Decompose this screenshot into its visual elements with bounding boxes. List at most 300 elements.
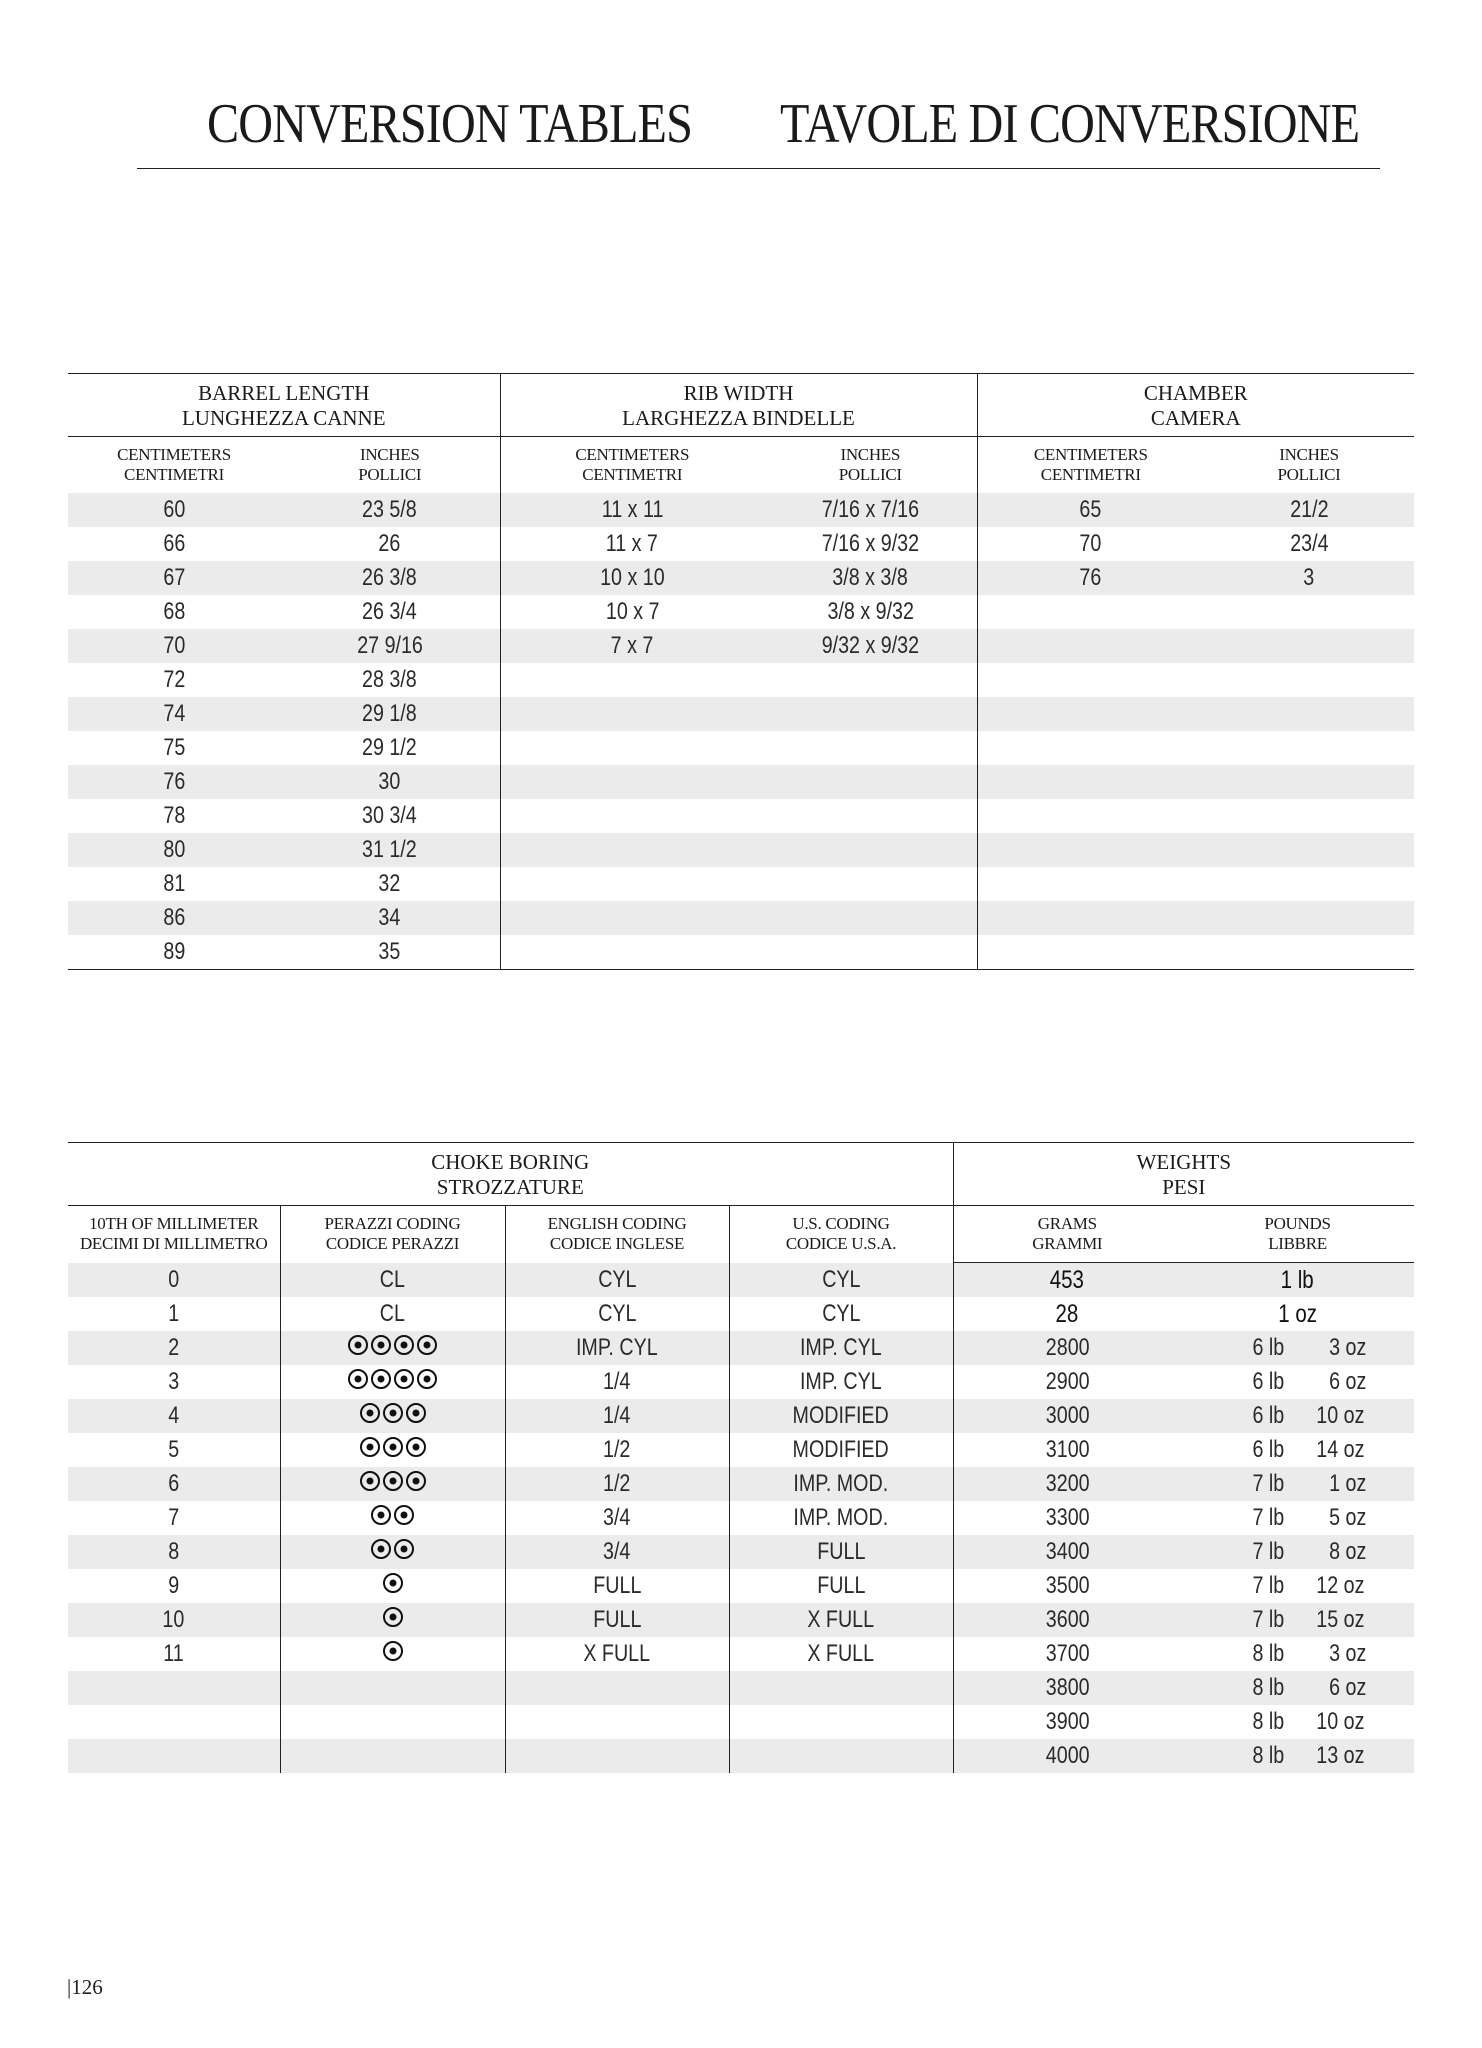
barrel-in-cell bbox=[280, 527, 500, 561]
choke-notch-icon bbox=[360, 1471, 380, 1491]
rib-in-cell bbox=[764, 663, 977, 697]
barrel-in-cell-value: 29 1/2 bbox=[362, 734, 418, 761]
table-row bbox=[68, 833, 1414, 867]
choke-english-cell bbox=[505, 1433, 729, 1467]
barrel-in-cell-value: 26 3/4 bbox=[362, 598, 418, 625]
weights-pounds-cell bbox=[1181, 1433, 1414, 1467]
table-row bbox=[68, 1297, 1414, 1331]
chamber-in-cell bbox=[1204, 527, 1414, 561]
chamber-cm-cell bbox=[977, 595, 1204, 629]
weights-grams-cell bbox=[953, 1263, 1181, 1298]
choke-notch-icon bbox=[371, 1335, 391, 1355]
choke-english-cell bbox=[505, 1739, 729, 1773]
choke-mm-cell-value: 4 bbox=[168, 1402, 180, 1429]
choke-us-cell bbox=[729, 1739, 953, 1773]
weights-grams-cell-value: 3300 bbox=[1045, 1504, 1090, 1531]
rib-cm-cell-value: 10 x 10 bbox=[599, 564, 665, 591]
chamber-in-cell bbox=[1204, 833, 1414, 867]
barrel-cm-cell-value: 70 bbox=[163, 632, 185, 659]
table-row bbox=[68, 1705, 1414, 1739]
chamber-cm-header: CENTIMETERS CENTIMETRI bbox=[1033, 445, 1148, 484]
choke-notch-icon bbox=[383, 1437, 403, 1457]
choke-us-cell-value: X FULL bbox=[807, 1606, 875, 1633]
table-row bbox=[68, 697, 1414, 731]
barrel-in-cell bbox=[280, 833, 500, 867]
table-row bbox=[68, 935, 1414, 970]
choke-notch-marks bbox=[371, 1505, 414, 1525]
choke-english-cell bbox=[505, 1331, 729, 1365]
choke-mm-cell bbox=[68, 1433, 280, 1467]
choke-mm-cell bbox=[68, 1399, 280, 1433]
table-row bbox=[68, 765, 1414, 799]
chamber-cm-cell bbox=[977, 697, 1204, 731]
weights-pounds-cell bbox=[1181, 1637, 1414, 1671]
barrel-cm-cell bbox=[68, 799, 280, 833]
rib-cm-cell-value: 11 x 11 bbox=[601, 496, 664, 523]
barrel-in-cell-value: 35 bbox=[378, 938, 401, 965]
table-row bbox=[68, 1603, 1414, 1637]
barrel-in-cell-value: 31 1/2 bbox=[362, 836, 418, 863]
barrel-cm-cell-value: 66 bbox=[163, 530, 185, 557]
chamber-in-cell bbox=[1204, 867, 1414, 901]
choke-perazzi-cell bbox=[280, 1501, 505, 1535]
rib-cm-cell-value: 10 x 7 bbox=[605, 598, 660, 625]
rib-cm-cell bbox=[500, 731, 764, 765]
barrel-in-cell bbox=[280, 493, 500, 527]
pounds-value: 8 lb bbox=[1252, 1674, 1285, 1701]
choke-notch-icon bbox=[394, 1505, 414, 1525]
chamber-in-cell bbox=[1204, 935, 1414, 970]
choke-perazzi-cell-value: CL bbox=[379, 1300, 406, 1327]
barrel-in-cell bbox=[280, 901, 500, 935]
chamber-in-cell bbox=[1204, 595, 1414, 629]
choke-mm-cell bbox=[68, 1739, 280, 1773]
choke-notch-icon bbox=[360, 1437, 380, 1457]
choke-us-cell-value: MODIFIED bbox=[792, 1436, 890, 1463]
choke-us-cell bbox=[729, 1569, 953, 1603]
pounds-value: 8 lb bbox=[1252, 1640, 1285, 1667]
weights-grams-cell-value: 3800 bbox=[1045, 1674, 1090, 1701]
barrel-in-cell-value: 26 3/8 bbox=[362, 564, 418, 591]
choke-perazzi-cell-value: CL bbox=[379, 1265, 406, 1293]
choke-mm-cell-value: 0 bbox=[168, 1265, 180, 1293]
rib-in-cell-value: 9/32 x 9/32 bbox=[821, 632, 919, 659]
barrel-in-cell-value: 34 bbox=[378, 904, 401, 931]
choke-english-cell bbox=[505, 1569, 729, 1603]
choke-us-cell bbox=[729, 1705, 953, 1739]
weights-pounds-cell bbox=[1181, 1569, 1414, 1603]
choke-english-cell bbox=[505, 1263, 729, 1298]
rib-cm-cell-value: 11 x 7 bbox=[606, 530, 659, 557]
table-row bbox=[68, 799, 1414, 833]
choke-english-cell-value: 1/4 bbox=[603, 1402, 631, 1429]
choke-notch-icon bbox=[383, 1403, 403, 1423]
chamber-in-cell bbox=[1204, 663, 1414, 697]
rib-in-cell-value: 7/16 x 9/32 bbox=[821, 530, 919, 557]
pounds-value: 8 lb bbox=[1252, 1742, 1285, 1769]
choke-english-cell bbox=[505, 1535, 729, 1569]
choke-mm-cell-value: 11 bbox=[163, 1640, 184, 1667]
choke-notch-icon bbox=[417, 1369, 437, 1389]
ounces-value: 3 oz bbox=[1328, 1334, 1366, 1361]
barrel-cm-cell bbox=[68, 527, 280, 561]
chamber-cm-cell bbox=[977, 833, 1204, 867]
table-row bbox=[68, 1671, 1414, 1705]
choke-perazzi-cell bbox=[280, 1603, 505, 1637]
choke-us-cell-value: CYL bbox=[821, 1265, 861, 1293]
choke-notch-icon bbox=[394, 1335, 414, 1355]
barrel-in-cell bbox=[280, 697, 500, 731]
chamber-in-cell bbox=[1204, 799, 1414, 833]
choke-notch-icon bbox=[406, 1403, 426, 1423]
choke-english-cell-value: X FULL bbox=[583, 1640, 651, 1667]
choke-english-cell bbox=[505, 1637, 729, 1671]
barrel-in-cell-value: 32 bbox=[378, 870, 401, 897]
choke-notch-icon bbox=[360, 1403, 380, 1423]
choke-us-cell-value: FULL bbox=[816, 1538, 866, 1565]
pounds-value: 7 lb bbox=[1252, 1606, 1285, 1633]
barrel-cm-cell bbox=[68, 493, 280, 527]
weights-grams-cell-value: 453 bbox=[1050, 1265, 1085, 1294]
weights-grams-cell bbox=[953, 1705, 1181, 1739]
barrel-in-cell bbox=[280, 799, 500, 833]
weights-pounds-cell bbox=[1181, 1671, 1414, 1705]
ounces-value: 10 oz bbox=[1316, 1402, 1365, 1429]
barrel-cm-cell bbox=[68, 595, 280, 629]
chamber-in-cell bbox=[1204, 731, 1414, 765]
pounds-value: 7 lb bbox=[1252, 1572, 1285, 1599]
weights-pounds-cell bbox=[1181, 1365, 1414, 1399]
rib-in-cell bbox=[764, 935, 977, 970]
choke-notch-icon bbox=[417, 1335, 437, 1355]
pounds-value: 6 lb bbox=[1252, 1334, 1285, 1361]
pounds-value: 6 lb bbox=[1252, 1436, 1285, 1463]
barrel-in-header: INCHES POLLICI bbox=[280, 437, 500, 494]
barrel-cm-cell-value: 68 bbox=[163, 598, 185, 625]
choke-english-cell bbox=[505, 1399, 729, 1433]
choke-english-header: ENGLISH CODING CODICE INGLESE bbox=[505, 1206, 729, 1263]
choke-notch-marks bbox=[360, 1471, 426, 1491]
table-row bbox=[68, 1739, 1414, 1773]
choke-perazzi-cell bbox=[280, 1433, 505, 1467]
choke-perazzi-cell bbox=[280, 1671, 505, 1705]
table-row bbox=[68, 1263, 1414, 1298]
rib-cm-cell bbox=[500, 901, 764, 935]
ounces-value: 1 oz bbox=[1328, 1470, 1366, 1497]
barrel-in-cell bbox=[280, 595, 500, 629]
choke-mm-cell-value: 8 bbox=[168, 1538, 180, 1565]
pounds-value: 7 lb bbox=[1252, 1470, 1285, 1497]
ounces-value: 3 oz bbox=[1328, 1640, 1366, 1667]
barrel-in-cell bbox=[280, 765, 500, 799]
rib-in-cell bbox=[764, 731, 977, 765]
barrel-in-cell bbox=[280, 561, 500, 595]
weights-grams-cell bbox=[953, 1603, 1181, 1637]
chamber-cm-cell bbox=[977, 731, 1204, 765]
weights-pounds-cell bbox=[1181, 1603, 1414, 1637]
title-italian: TAVOLE DI CONVERSIONE bbox=[780, 93, 1360, 155]
rib-in-cell bbox=[764, 561, 977, 595]
pounds-value: 7 lb bbox=[1252, 1504, 1285, 1531]
weights-grams-cell-value: 3100 bbox=[1045, 1436, 1090, 1463]
table-row bbox=[68, 527, 1414, 561]
chamber-cm-cell bbox=[977, 765, 1204, 799]
barrel-in-cell bbox=[280, 663, 500, 697]
pounds-value: 1 lb bbox=[1281, 1265, 1315, 1294]
rib-cm-cell bbox=[500, 697, 764, 731]
choke-us-header: U.S. CODING CODICE U.S.A. bbox=[729, 1206, 953, 1263]
rib-cm-cell bbox=[500, 663, 764, 697]
choke-english-cell-value: CYL bbox=[597, 1300, 637, 1327]
choke-notch-icon bbox=[383, 1641, 403, 1661]
rib-cm-cell-value: 7 x 7 bbox=[610, 632, 654, 659]
choke-mm-cell bbox=[68, 1467, 280, 1501]
choke-english-cell-value: 3/4 bbox=[603, 1504, 631, 1531]
choke-mm-cell bbox=[68, 1603, 280, 1637]
weights-pounds-cell bbox=[1181, 1705, 1414, 1739]
choke-perazzi-cell bbox=[280, 1569, 505, 1603]
barrel-cm-cell-value: 72 bbox=[163, 666, 185, 693]
choke-us-cell bbox=[729, 1671, 953, 1705]
ounces-value: 10 oz bbox=[1316, 1708, 1365, 1735]
rib-in-cell bbox=[764, 833, 977, 867]
choke-mm-cell-value: 1 bbox=[168, 1300, 180, 1327]
choke-us-cell bbox=[729, 1433, 953, 1467]
choke-mm-cell-value: 2 bbox=[168, 1334, 180, 1361]
ounces-value: 6 oz bbox=[1328, 1674, 1366, 1701]
barrel-cm-cell-value: 60 bbox=[163, 496, 185, 523]
choke-mm-cell bbox=[68, 1365, 280, 1399]
choke-us-cell-value: IMP. CYL bbox=[800, 1334, 882, 1361]
rib-in-cell bbox=[764, 595, 977, 629]
choke-english-cell bbox=[505, 1705, 729, 1739]
choke-perazzi-cell bbox=[280, 1263, 505, 1298]
weights-pounds-header: POUNDS LIBBRE bbox=[1181, 1206, 1414, 1263]
choke-notch-marks bbox=[383, 1573, 403, 1593]
barrel-cm-cell bbox=[68, 663, 280, 697]
table-row bbox=[68, 1433, 1414, 1467]
barrel-in-cell-value: 30 bbox=[378, 768, 401, 795]
rib-cm-cell bbox=[500, 561, 764, 595]
rib-in-cell-value: 7/16 x 7/16 bbox=[821, 496, 919, 523]
choke-english-cell bbox=[505, 1297, 729, 1331]
barrel-cm-cell bbox=[68, 901, 280, 935]
chamber-cm-cell bbox=[977, 629, 1204, 663]
rib-in-cell bbox=[764, 697, 977, 731]
rib-in-header: INCHES POLLICI bbox=[764, 437, 977, 494]
choke-perazzi-cell bbox=[280, 1399, 505, 1433]
rib-cm-cell bbox=[500, 833, 764, 867]
choke-perazzi-cell bbox=[280, 1739, 505, 1773]
choke-us-cell-value: IMP. CYL bbox=[800, 1368, 882, 1395]
choke-notch-icon bbox=[383, 1471, 403, 1491]
weights-grams-cell-value: 4000 bbox=[1045, 1742, 1090, 1769]
table-row bbox=[68, 561, 1414, 595]
table-row bbox=[68, 629, 1414, 663]
weights-pounds-cell bbox=[1181, 1297, 1414, 1331]
choke-us-cell bbox=[729, 1331, 953, 1365]
table-row bbox=[68, 1501, 1414, 1535]
choke-mm-cell bbox=[68, 1671, 280, 1705]
weights-grams-cell-value: 3600 bbox=[1045, 1606, 1090, 1633]
choke-perazzi-cell bbox=[280, 1637, 505, 1671]
weights-grams-cell bbox=[953, 1365, 1181, 1399]
table-row bbox=[68, 595, 1414, 629]
barrel-in-cell-value: 28 3/8 bbox=[362, 666, 418, 693]
barrel-in-cell bbox=[280, 629, 500, 663]
choke-english-cell-value: CYL bbox=[597, 1265, 637, 1293]
weights-pounds-cell bbox=[1181, 1399, 1414, 1433]
choke-us-cell bbox=[729, 1535, 953, 1569]
choke-us-cell bbox=[729, 1467, 953, 1501]
choke-notch-icon bbox=[383, 1573, 403, 1593]
choke-english-cell bbox=[505, 1467, 729, 1501]
weights-pounds-cell bbox=[1181, 1535, 1414, 1569]
choke-us-cell bbox=[729, 1603, 953, 1637]
choke-mm-cell-value: 10 bbox=[162, 1606, 185, 1633]
choke-perazzi-header: PERAZZI CODING CODICE PERAZZI bbox=[280, 1206, 505, 1263]
weights-grams-cell-value: 2800 bbox=[1045, 1334, 1090, 1361]
rib-cm-cell bbox=[500, 799, 764, 833]
choke-mm-cell bbox=[68, 1263, 280, 1298]
choke-us-cell bbox=[729, 1399, 953, 1433]
choke-weights-table bbox=[68, 1142, 1414, 1773]
choke-notch-icon bbox=[383, 1607, 403, 1627]
chamber-heading: CHAMBER CAMERA bbox=[977, 374, 1414, 437]
choke-mm-header: 10TH OF MILLIMETER DECIMI DI MILLIMETRO bbox=[68, 1206, 280, 1263]
choke-us-cell-value: IMP. MOD. bbox=[793, 1470, 889, 1497]
chamber-in-cell-value: 23/4 bbox=[1289, 530, 1329, 557]
choke-notch-icon bbox=[406, 1471, 426, 1491]
barrel-cm-cell-value: 81 bbox=[163, 870, 185, 897]
table-row bbox=[68, 867, 1414, 901]
rib-cm-cell bbox=[500, 527, 764, 561]
chamber-cm-cell-value: 76 bbox=[1079, 564, 1102, 591]
chamber-cm-cell bbox=[977, 663, 1204, 697]
weights-grams-cell bbox=[953, 1637, 1181, 1671]
choke-english-cell-value: 1/2 bbox=[603, 1470, 631, 1497]
chamber-in-cell-value: 3 bbox=[1303, 564, 1315, 591]
chamber-cm-cell bbox=[977, 527, 1204, 561]
barrel-in-cell-value: 27 9/16 bbox=[356, 632, 423, 659]
weights-grams-cell bbox=[953, 1569, 1181, 1603]
barrel-cm-cell-value: 86 bbox=[163, 904, 185, 931]
barrel-cm-cell-value: 75 bbox=[163, 734, 185, 761]
choke-us-cell bbox=[729, 1501, 953, 1535]
choke-us-cell-value: MODIFIED bbox=[792, 1402, 890, 1429]
weights-grams-cell bbox=[953, 1671, 1181, 1705]
choke-perazzi-cell bbox=[280, 1467, 505, 1501]
choke-notch-icon bbox=[371, 1505, 391, 1525]
weights-grams-cell-value: 2900 bbox=[1045, 1368, 1090, 1395]
choke-mm-cell bbox=[68, 1501, 280, 1535]
choke-mm-cell bbox=[68, 1331, 280, 1365]
rib-cm-cell bbox=[500, 595, 764, 629]
choke-notch-icon bbox=[371, 1369, 391, 1389]
barrel-cm-cell-value: 78 bbox=[163, 802, 185, 829]
choke-perazzi-cell bbox=[280, 1297, 505, 1331]
choke-boring-heading: CHOKE BORING STROZZATURE bbox=[68, 1143, 953, 1206]
ounces-value: 5 oz bbox=[1328, 1504, 1366, 1531]
choke-perazzi-cell bbox=[280, 1535, 505, 1569]
chamber-in-cell bbox=[1204, 901, 1414, 935]
barrel-cm-cell-value: 74 bbox=[163, 700, 185, 727]
barrel-cm-cell bbox=[68, 833, 280, 867]
choke-notch-marks bbox=[383, 1641, 403, 1661]
weights-pounds-cell bbox=[1181, 1467, 1414, 1501]
barrel-cm-header: CENTIMETERS CENTIMETRI bbox=[117, 445, 231, 484]
choke-perazzi-cell bbox=[280, 1365, 505, 1399]
chamber-cm-cell-value: 70 bbox=[1079, 530, 1102, 557]
choke-mm-cell bbox=[68, 1705, 280, 1739]
rib-cm-cell bbox=[500, 765, 764, 799]
choke-us-cell bbox=[729, 1637, 953, 1671]
pounds-value: 1 oz bbox=[1278, 1299, 1317, 1328]
weights-grams-cell-value: 3500 bbox=[1045, 1572, 1090, 1599]
chamber-in-cell bbox=[1204, 629, 1414, 663]
table-row bbox=[68, 1331, 1414, 1365]
choke-english-cell-value: IMP. CYL bbox=[576, 1334, 658, 1361]
table-row bbox=[68, 493, 1414, 527]
rib-width-heading: RIB WIDTH LARGHEZZA BINDELLE bbox=[500, 374, 977, 437]
choke-english-cell-value: 3/4 bbox=[603, 1538, 631, 1565]
rib-in-cell bbox=[764, 629, 977, 663]
weights-heading: WEIGHTS PESI bbox=[953, 1143, 1414, 1206]
barrel-in-cell-value: 30 3/4 bbox=[362, 802, 418, 829]
weights-grams-header: GRAMS GRAMMI bbox=[953, 1206, 1181, 1263]
chamber-cm-cell bbox=[977, 867, 1204, 901]
pounds-value: 6 lb bbox=[1252, 1402, 1285, 1429]
table-row bbox=[68, 1637, 1414, 1671]
ounces-value: 15 oz bbox=[1316, 1606, 1365, 1633]
choke-us-cell-value: IMP. MOD. bbox=[793, 1504, 889, 1531]
table-row bbox=[68, 1569, 1414, 1603]
chamber-in-cell-value: 21/2 bbox=[1289, 496, 1329, 523]
barrel-cm-cell bbox=[68, 629, 280, 663]
barrel-length-heading: BARREL LENGTH LUNGHEZZA CANNE bbox=[68, 374, 500, 437]
barrel-cm-cell-value: 80 bbox=[163, 836, 185, 863]
chamber-in-header: INCHES POLLICI bbox=[1277, 445, 1341, 484]
length-conversion-table bbox=[68, 373, 1414, 970]
pounds-value: 6 lb bbox=[1252, 1368, 1285, 1395]
ounces-value: 14 oz bbox=[1316, 1436, 1365, 1463]
chamber-in-cell bbox=[1204, 561, 1414, 595]
barrel-in-cell bbox=[280, 867, 500, 901]
weights-grams-cell-value: 3900 bbox=[1045, 1708, 1090, 1735]
choke-us-cell-value: FULL bbox=[816, 1572, 866, 1599]
rib-in-cell bbox=[764, 867, 977, 901]
title-divider bbox=[137, 168, 1380, 169]
rib-in-cell-value: 3/8 x 9/32 bbox=[827, 598, 914, 625]
chamber-in-cell bbox=[1204, 765, 1414, 799]
weights-grams-cell-value: 3200 bbox=[1045, 1470, 1090, 1497]
weights-grams-cell bbox=[953, 1467, 1181, 1501]
table-row bbox=[68, 1467, 1414, 1501]
page-number: |126 bbox=[67, 1975, 103, 1999]
rib-cm-cell bbox=[500, 493, 764, 527]
chamber-cm-cell bbox=[977, 799, 1204, 833]
table-row bbox=[68, 1535, 1414, 1569]
weights-pounds-cell bbox=[1181, 1331, 1414, 1365]
chamber-in-cell bbox=[1204, 697, 1414, 731]
barrel-cm-cell-value: 76 bbox=[163, 768, 185, 795]
weights-grams-cell bbox=[953, 1297, 1181, 1331]
rib-in-cell bbox=[764, 799, 977, 833]
rib-cm-cell bbox=[500, 935, 764, 970]
choke-mm-cell bbox=[68, 1637, 280, 1671]
barrel-in-cell-value: 26 bbox=[378, 530, 401, 557]
choke-mm-cell bbox=[68, 1535, 280, 1569]
